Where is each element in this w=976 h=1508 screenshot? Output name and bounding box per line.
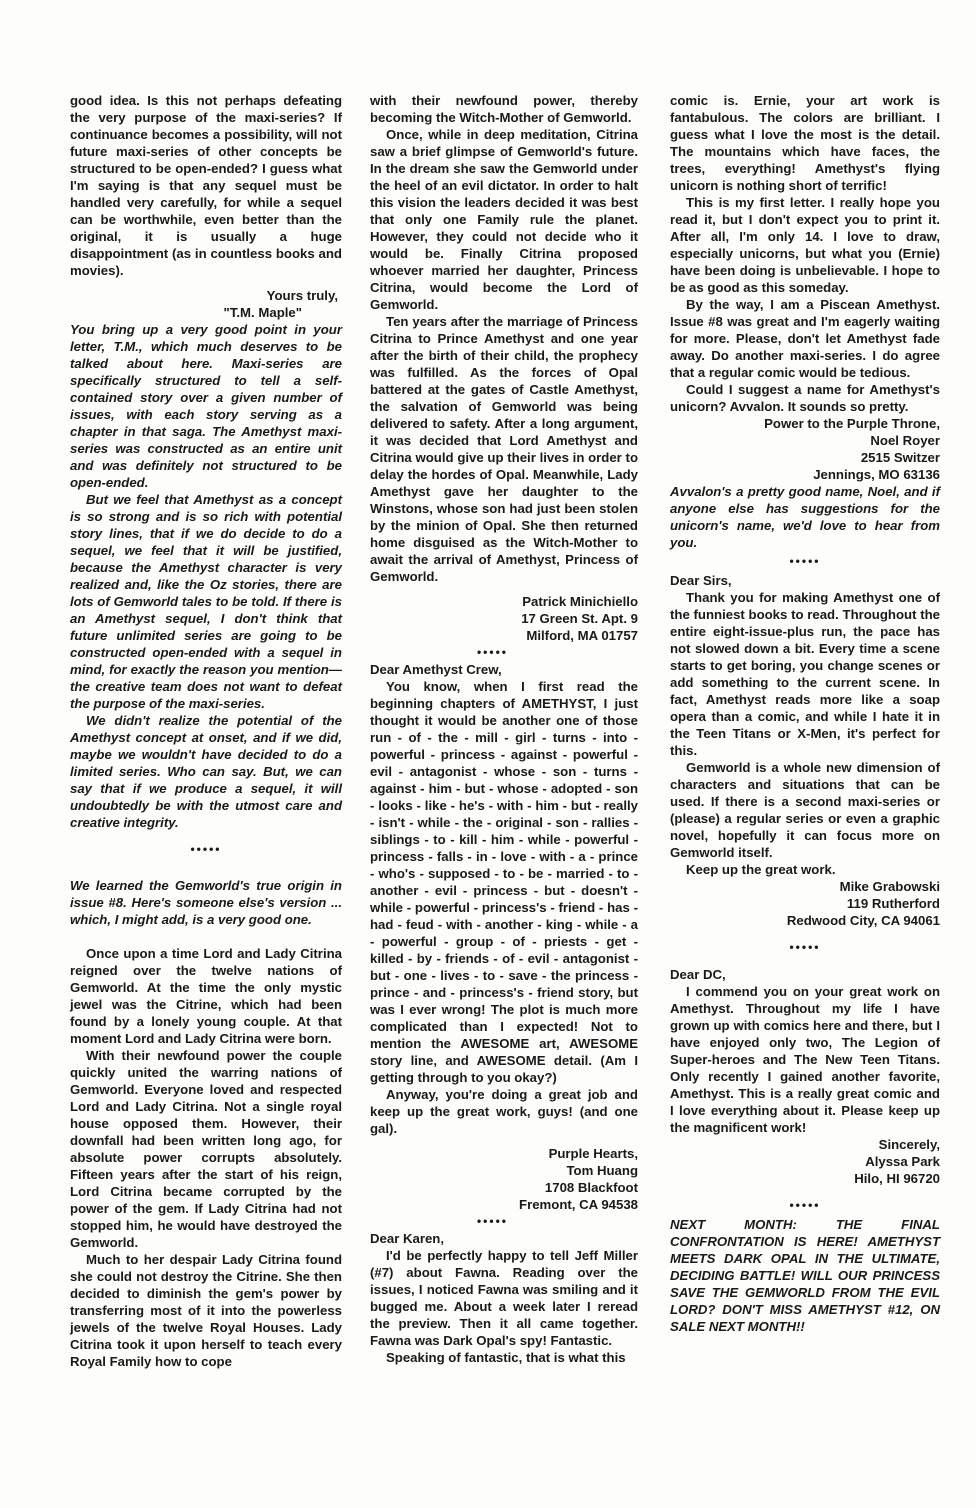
signature-name: Patrick Minichiello bbox=[522, 594, 638, 609]
signature-name: Alyssa Park bbox=[865, 1154, 940, 1169]
signature-address: 1708 Blackfoot bbox=[544, 1180, 638, 1195]
signature-name: "T.M. Maple" bbox=[223, 305, 302, 320]
letter-paragraph: comic is. Ernie, your art work is fantabulous. The colors are brilliant. I guess what I love the most is the detail. The mountains which have faces, the trees, everything! Amethyst's flying unicorn is nothing short of terrific! bbox=[670, 93, 940, 193]
story-paragraph: With their newfound power the couple quickly united the warring nations of Gemworld. Everyone loved and respected Lord and Lady Citrina. Not a single royal house opposed them. However, their downfall had been written long ago, for absolute power corrupts absolutely. Fifteen years after the start of his reign, Lord Citrina became corrupted by the power of the gem. If Lady Citrina had not stopped him, he would have destroyed the Gemworld. bbox=[70, 1048, 342, 1250]
letter-salutation: Dear DC, bbox=[670, 967, 726, 982]
column-2 bbox=[370, 92, 638, 1366]
signature-address: 2515 Switzer bbox=[860, 450, 940, 465]
letter-paragraph: Anyway, you're doing a great job and keep up the great work, guys! (and one gal). bbox=[370, 1087, 638, 1136]
separator-stars: ••••• bbox=[789, 554, 821, 568]
column-3 bbox=[670, 92, 940, 1335]
separator-stars: ••••• bbox=[476, 1214, 508, 1228]
separator-stars: ••••• bbox=[789, 940, 821, 954]
signature-city: Hilo, HI 96720 bbox=[854, 1171, 940, 1186]
story-paragraph: Once, while in deep meditation, Citrina saw a brief glimpse of Gemworld's future. In the dream she saw the Gemworld under the heel of an evil dictator. In order to halt this vision the leaders decided it was best that only one Family rule the planet. However, they could not decide who it would be. Finally Citrina proposed whoever married her daughter, Princess Citrina, would become the Lord of Gemworld. bbox=[370, 127, 638, 312]
signature-name: Tom Huang bbox=[566, 1163, 638, 1178]
editor-reply: Avvalon's a pretty good name, Noel, and if anyone else has suggestions for the unicorn's name, we'd love to hear from you. bbox=[670, 484, 940, 550]
editor-reply: You bring up a very good point in your letter, T.M., which much deserves to be talked about here. Maxi-series are specifically structured to tell a self-contained story over a given number of issues, with each story serving as a chapter in that saga. The Amethyst maxi-series was constructed as an entire unit and was definitely not structured to be open-ended. bbox=[70, 322, 342, 490]
letter-paragraph: Could I suggest a name for Amethyst's unicorn? Avvalon. It sounds so pretty. bbox=[670, 382, 940, 414]
signature-city: Milford, MA 01757 bbox=[526, 628, 638, 643]
letter-paragraph: Thank you for making Amethyst one of the funniest books to read. Throughout the entire eight-issue-plus run, the pace has not slowed down a bit. Every time a scene starts to get boring, you change scenes or add something to the current scene. In fact, Amethyst reads more like a soap opera than a comic, and while I hate it in the Teen Titans or X-Men, it's perfect for this. bbox=[670, 590, 940, 758]
story-paragraph: Once upon a time Lord and Lady Citrina reigned over the twelve nations of Gemworld. At the time the only mystic jewel was the Citrine, which had been found by a lonely young couple. At that moment Lord and Lady Citrina were born. bbox=[70, 946, 342, 1046]
signature-name: Noel Royer bbox=[870, 433, 940, 448]
letter-paragraph: This is my first letter. I really hope you read it, but I don't expect you to print it. After all, I'm only 14. I love to draw, especially unicorns, but what you (Ernie) have been doing is unbelievable. I hope to be as good as this someday. bbox=[670, 195, 940, 295]
separator-stars: ••••• bbox=[789, 1198, 821, 1212]
separator-stars: ••••• bbox=[476, 645, 508, 659]
story-paragraph: Ten years after the marriage of Princess Citrina to Prince Amethyst and one year after the birth of their child, the prophecy was fulfilled. As the forces of Opal battered at the gates of Castle Amethyst, the salvation of Gemworld was being delivered to safety. After a long argument, it was decided that Lord Amethyst and Citrina would give up their lives in order to delay the hordes of Opal. Meanwhile, Lady Amethyst gave her daughter to the Winstons, whose son had just been stolen by the minion of Opal. She then returned home disguised as the Witch-Mother to await the arrival of Amethyst, Princess of Gemworld. bbox=[370, 314, 638, 584]
story-paragraph: with their newfound power, thereby becoming the Witch-Mother of Gemworld. bbox=[370, 93, 638, 125]
column-1 bbox=[70, 92, 342, 1370]
letter-paragraph: Speaking of fantastic, that is what this bbox=[386, 1350, 626, 1365]
editor-intro: We learned the Gemworld's true origin in issue #8. Here's someone else's version ... which, I might add, is a very good one. bbox=[70, 878, 342, 927]
story-paragraph: Much to her despair Lady Citrina found she could not destroy the Citrine. She then decided to diminish the gem's power by transferring most of it into the powerless jewels of the twelve Royal Houses. Lady Citrina took it upon herself to teach every Royal Family how to cope bbox=[70, 1252, 342, 1369]
signature-closing: Purple Hearts, bbox=[548, 1146, 638, 1161]
letter-paragraph: I commend you on your great work on Amethyst. Throughout my life I have grown up with comics here and there, but I have enjoyed only two, The Legion of Super-heroes and The New Teen Titans. Only recently I gained another favorite, Amethyst. This is a really great comic and I love everything about it. Please keep up the magnificent work! bbox=[670, 984, 940, 1135]
letter-paragraph: You know, when I first read the beginning chapters of AMETHYST, I just thought it would be another one of those run - of - the - mill - girl - turns - into - powerful - princess - against - powerful - evil - antagonist - whose - son - turns - against - him - but - whose - adopted - son - looks - like - he's - with - him - but - really - isn't - while - the - original - son - rallies - siblings - to - kill - him - while - powerful - princess - falls - in - love - with - a - prince - who's - supposed - to - be - married - to - another - evil - princess - but - doesn't - while - powerful - princess's - friend - has - had - feud - with - another - king - while - a - powerful - group - of - priests - get - killed - by - friends - of - evil - antagonist - but - one - lives - to - save - the princess - prince - and - princess's - friend story, but was I ever wrong! The plot is much more complicated than I expected! Not to mention the AWESOME art, AWESOME story line, and AWESOME detail. (Am I getting through to you okay?) bbox=[370, 679, 638, 1085]
signature-closing: Yours truly, bbox=[266, 288, 338, 303]
letter-salutation: Dear Sirs, bbox=[670, 573, 732, 588]
signature-closing: Power to the Purple Throne, bbox=[764, 416, 940, 431]
editor-reply: We didn't realize the potential of the Amethyst concept at onset, and if we did, maybe we wouldn't have decided to do a limited series. Who can say. But, we can say that if we produce a sequel, it will undoubtedly be with the utmost care and creative integrity. bbox=[70, 713, 342, 830]
letter-salutation: Dear Amethyst Crew, bbox=[370, 662, 502, 677]
signature-address: 17 Green St. Apt. 9 bbox=[521, 611, 638, 626]
letter-paragraph: I'd be perfectly happy to tell Jeff Miller (#7) about Fawna. Reading over the issues, I noticed Fawna was smiling and it bugged me. About a week later I reread the preview. Then it all came together. Fawna was Dark Opal's spy! Fantastic. bbox=[370, 1248, 638, 1348]
signature-city: Jennings, MO 63136 bbox=[813, 467, 940, 482]
letter-paragraph: Gemworld is a whole new dimension of characters and situations that can be used. If there is a second maxi-series or (please) a regular series or even a graphic novel, hopefully it can focus more on Gemworld itself. bbox=[670, 760, 940, 860]
next-month-teaser: NEXT MONTH: THE FINAL CONFRONTATION IS HERE! AMETHYST MEETS DARK OPAL IN THE ULTIMATE, DECIDING BATTLE! WILL OUR PRINCESS SAVE THE GEMWORLD FROM THE EVIL LORD? DON'T MISS AMETHYST #12, ON SALE NEXT MONTH!! bbox=[670, 1217, 940, 1334]
letter-salutation: Dear Karen, bbox=[370, 1231, 445, 1246]
letter-paragraph: Keep up the great work. bbox=[686, 862, 836, 877]
signature-name: Mike Grabowski bbox=[839, 879, 940, 894]
signature-closing: Sincerely, bbox=[878, 1137, 940, 1152]
editor-reply: But we feel that Amethyst as a concept is so strong and is so rich with potential story lines, that if we do decide to do a sequel, we feel that it will be justified, because the Amethyst character is very realized and, like the Oz stories, there are lots of Gemworld tales to be told. If there is an Amethyst sequel, I don't think that future unlimited series are going to be constructed open-ended with a sequel in mind, for exactly the reason you mention—the creative team does not want to defeat the purpose of the maxi-series. bbox=[70, 492, 342, 711]
letter-paragraph: good idea. Is this not perhaps defeating the very purpose of the maxi-series? If continuance becomes a possibility, will not future maxi-series of other concepts be structured to be open-ended? I guess what I'm saying is that any sequel must be handled very carefully, for while a sequel can be worthwhile, even better than the original, it is usually a huge disappointment (as in countless books and movies). bbox=[70, 93, 342, 278]
signature-address: 119 Rutherford bbox=[846, 896, 940, 911]
separator-stars: ••••• bbox=[190, 842, 222, 856]
signature-city: Redwood City, CA 94061 bbox=[786, 913, 940, 928]
signature-city: Fremont, CA 94538 bbox=[519, 1197, 638, 1212]
letter-paragraph: By the way, I am a Piscean Amethyst. Issue #8 was great and I'm eagerly waiting for more. Please, don't let Amethyst fade away. Do another maxi-series. I do agree that a regular comic would be tedious. bbox=[670, 297, 940, 380]
